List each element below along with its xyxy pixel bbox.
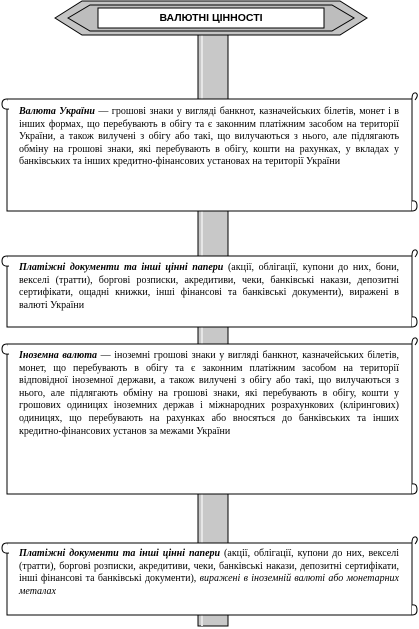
block-foreign-currency xyxy=(19,350,399,438)
block-foreign-documents xyxy=(19,548,399,598)
block-uah-documents xyxy=(19,262,399,312)
diagram-title: ВАЛЮТНІ ЦІННОСТІ xyxy=(159,12,263,24)
definition-foreign-documents-emphasis: виражені в іноземній валюті або монетарних металах xyxy=(19,573,399,597)
term-foreign-currency: Іноземна валюта xyxy=(19,350,98,361)
term-uah-documents: Платіжні документи та інші цінні папери xyxy=(19,262,224,273)
definition-foreign-documents: (акції, облігації, купони до них, векселі (тратти), боргові розписки, акредитиви, чеки, банківські накази, депозитні сертифікати, інші фінансові та банківські документи), xyxy=(19,548,399,585)
definition-uah-currency: — грошові знаки у вигляді банкнот, казначейських білетів, монет і в інших формах, що перебувають в обігу та є законним платіжним засобом на території України, а також вилучені з обігу або такі, що вилучаються з нього, але підлягають обміну на грошові знаки, які перебувають в обігу, кошти на рахунках, у вкладах у банківських та інших кредитно-фінансових установах на території України xyxy=(19,106,399,168)
term-uah-currency: Валюта України xyxy=(19,106,95,117)
block-uah-currency xyxy=(19,106,399,169)
definition-foreign-currency: — іноземні грошові знаки у вигляді банкнот, казначейських білетів, монет, що перебувають в обігу та є законним платіжним засобом на території відповідної іноземної держави, а також вилучені з обігу або такі, що вилучаються з нього, але підлягають обміну на грошові знаки, які перебувають в обігу, кошти у грошових одиницях іноземних держав і міжнародних розрахункових (клірингових) одиницях, що перебувають на рахунках або вносяться до банківських та інших кредитно-фінансових установ за межами України xyxy=(19,350,399,437)
definition-uah-documents: (акції, облігації, купони до них, бони, векселі (тратти), боргові розписки, акредитиви, чеки, банківські накази, депозитні сертифікати, ощадні книжки, інші фінансові та банківські документи), виражені в валюті України xyxy=(19,262,399,311)
term-foreign-documents: Платіжні документи та інші цінні папери xyxy=(19,548,221,559)
